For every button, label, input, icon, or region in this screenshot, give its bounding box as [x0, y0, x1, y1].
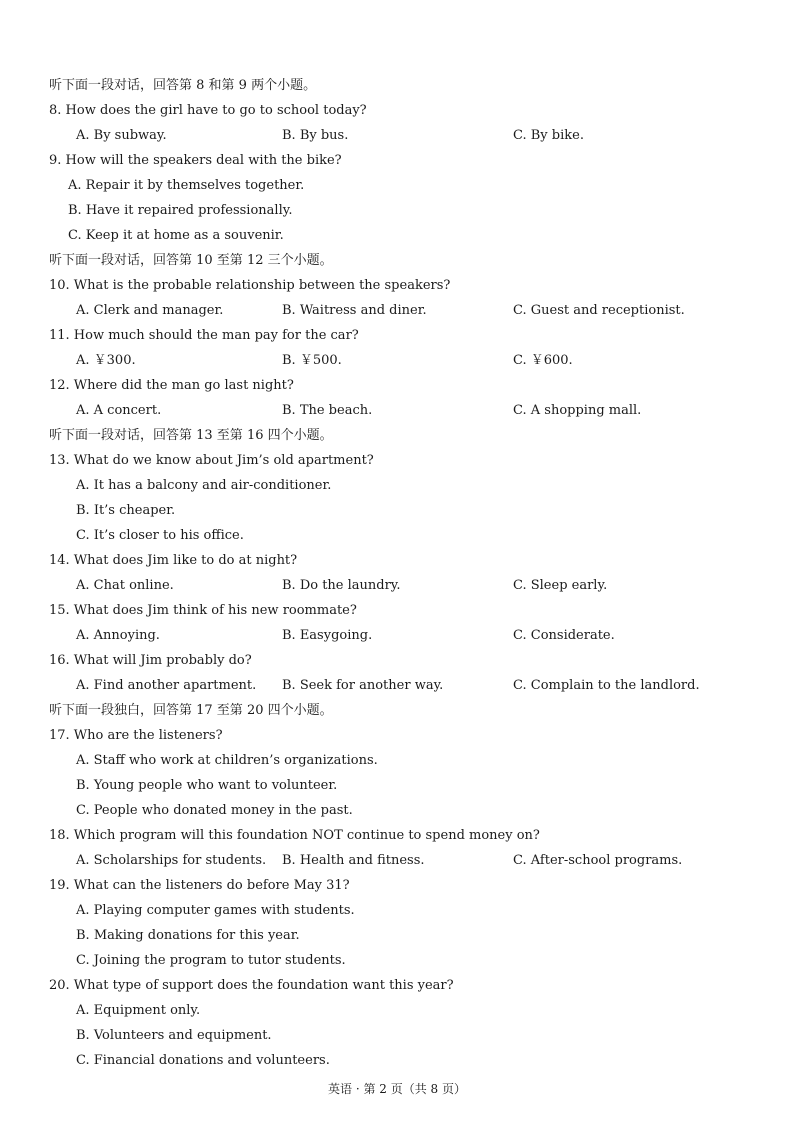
- question-16: 16. What will Jim probably do?: [49, 653, 252, 668]
- q11-option-b: B. ￥500.: [282, 353, 342, 368]
- q9-option-b: B. Have it repaired professionally.: [68, 203, 293, 218]
- q8-option-b: B. By bus.: [282, 128, 349, 143]
- q14-option-c: C. Sleep early.: [513, 578, 608, 593]
- question-10: 10. What is the probable relationship between the speakers?: [49, 278, 451, 293]
- question-18: 18. Which program will this foundation NOT continue to spend money on?: [49, 828, 540, 843]
- q15-option-b: B. Easygoing.: [282, 628, 373, 643]
- q20-option-b: B. Volunteers and equipment.: [76, 1028, 272, 1043]
- question-19: 19. What can the listeners do before May 31?: [49, 878, 350, 893]
- q18-option-c: C. After-school programs.: [513, 853, 683, 868]
- section-heading: 听下面一段独白，回答第 17 至第 20 四个小题。: [49, 703, 333, 718]
- q12-option-a: A. A concert.: [76, 403, 162, 418]
- q20-option-a: A. Equipment only.: [76, 1003, 201, 1018]
- q18-option-b: B. Health and fitness.: [282, 853, 425, 868]
- q8-option-a: A. By subway.: [76, 128, 167, 143]
- q19-option-c: C. Joining the program to tutor students.: [76, 953, 346, 968]
- section-heading: 听下面一段对话，回答第 13 至第 16 四个小题。: [49, 428, 333, 443]
- question-13: 13. What do we know about Jim’s old apartment?: [49, 453, 374, 468]
- q17-option-a: A. Staff who work at children’s organizations.: [76, 753, 378, 768]
- q18-option-a: A. Scholarships for students.: [76, 853, 267, 868]
- q16-option-a: A. Find another apartment.: [76, 678, 257, 693]
- q15-option-c: C. Considerate.: [513, 628, 615, 643]
- q13-option-c: C. It’s closer to his office.: [76, 528, 244, 543]
- q14-option-a: A. Chat online.: [76, 578, 174, 593]
- q14-option-b: B. Do the laundry.: [282, 578, 401, 593]
- q10-option-c: C. Guest and receptionist.: [513, 303, 685, 318]
- q16-option-b: B. Seek for another way.: [282, 678, 444, 693]
- q13-option-a: A. It has a balcony and air-conditioner.: [76, 478, 332, 493]
- question-9: 9. How will the speakers deal with the bike?: [49, 153, 342, 168]
- question-20: 20. What type of support does the foundation want this year?: [49, 978, 454, 993]
- q9-option-c: C. Keep it at home as a souvenir.: [68, 228, 284, 243]
- section-heading: 听下面一段对话，回答第 10 至第 12 三个小题。: [49, 253, 333, 268]
- q17-option-c: C. People who donated money in the past.: [76, 803, 353, 818]
- q15-option-a: A. Annoying.: [76, 628, 160, 643]
- q12-option-b: B. The beach.: [282, 403, 373, 418]
- q16-option-c: C. Complain to the landlord.: [513, 678, 700, 693]
- q10-option-a: A. Clerk and manager.: [76, 303, 224, 318]
- question-12: 12. Where did the man go last night?: [49, 378, 294, 393]
- page-footer: 英语 · 第 2 页（共 8 页）: [328, 1082, 466, 1096]
- q8-option-c: C. By bike.: [513, 128, 584, 143]
- question-17: 17. Who are the listeners?: [49, 728, 223, 743]
- q19-option-b: B. Making donations for this year.: [76, 928, 300, 943]
- q12-option-c: C. A shopping mall.: [513, 403, 642, 418]
- q11-option-c: C. ￥600.: [513, 353, 573, 368]
- q19-option-a: A. Playing computer games with students.: [76, 903, 355, 918]
- q11-option-a: A. ￥300.: [76, 353, 136, 368]
- q13-option-b: B. It’s cheaper.: [76, 503, 176, 518]
- question-11: 11. How much should the man pay for the car?: [49, 328, 359, 343]
- question-15: 15. What does Jim think of his new roommate?: [49, 603, 357, 618]
- question-8: 8. How does the girl have to go to school today?: [49, 103, 367, 118]
- q9-option-a: A. Repair it by themselves together.: [68, 178, 305, 193]
- q10-option-b: B. Waitress and diner.: [282, 303, 427, 318]
- question-14: 14. What does Jim like to do at night?: [49, 553, 298, 568]
- q17-option-b: B. Young people who want to volunteer.: [76, 778, 338, 793]
- section-heading: 听下面一段对话，回答第 8 和第 9 两个小题。: [49, 78, 317, 93]
- q20-option-c: C. Financial donations and volunteers.: [76, 1053, 330, 1068]
